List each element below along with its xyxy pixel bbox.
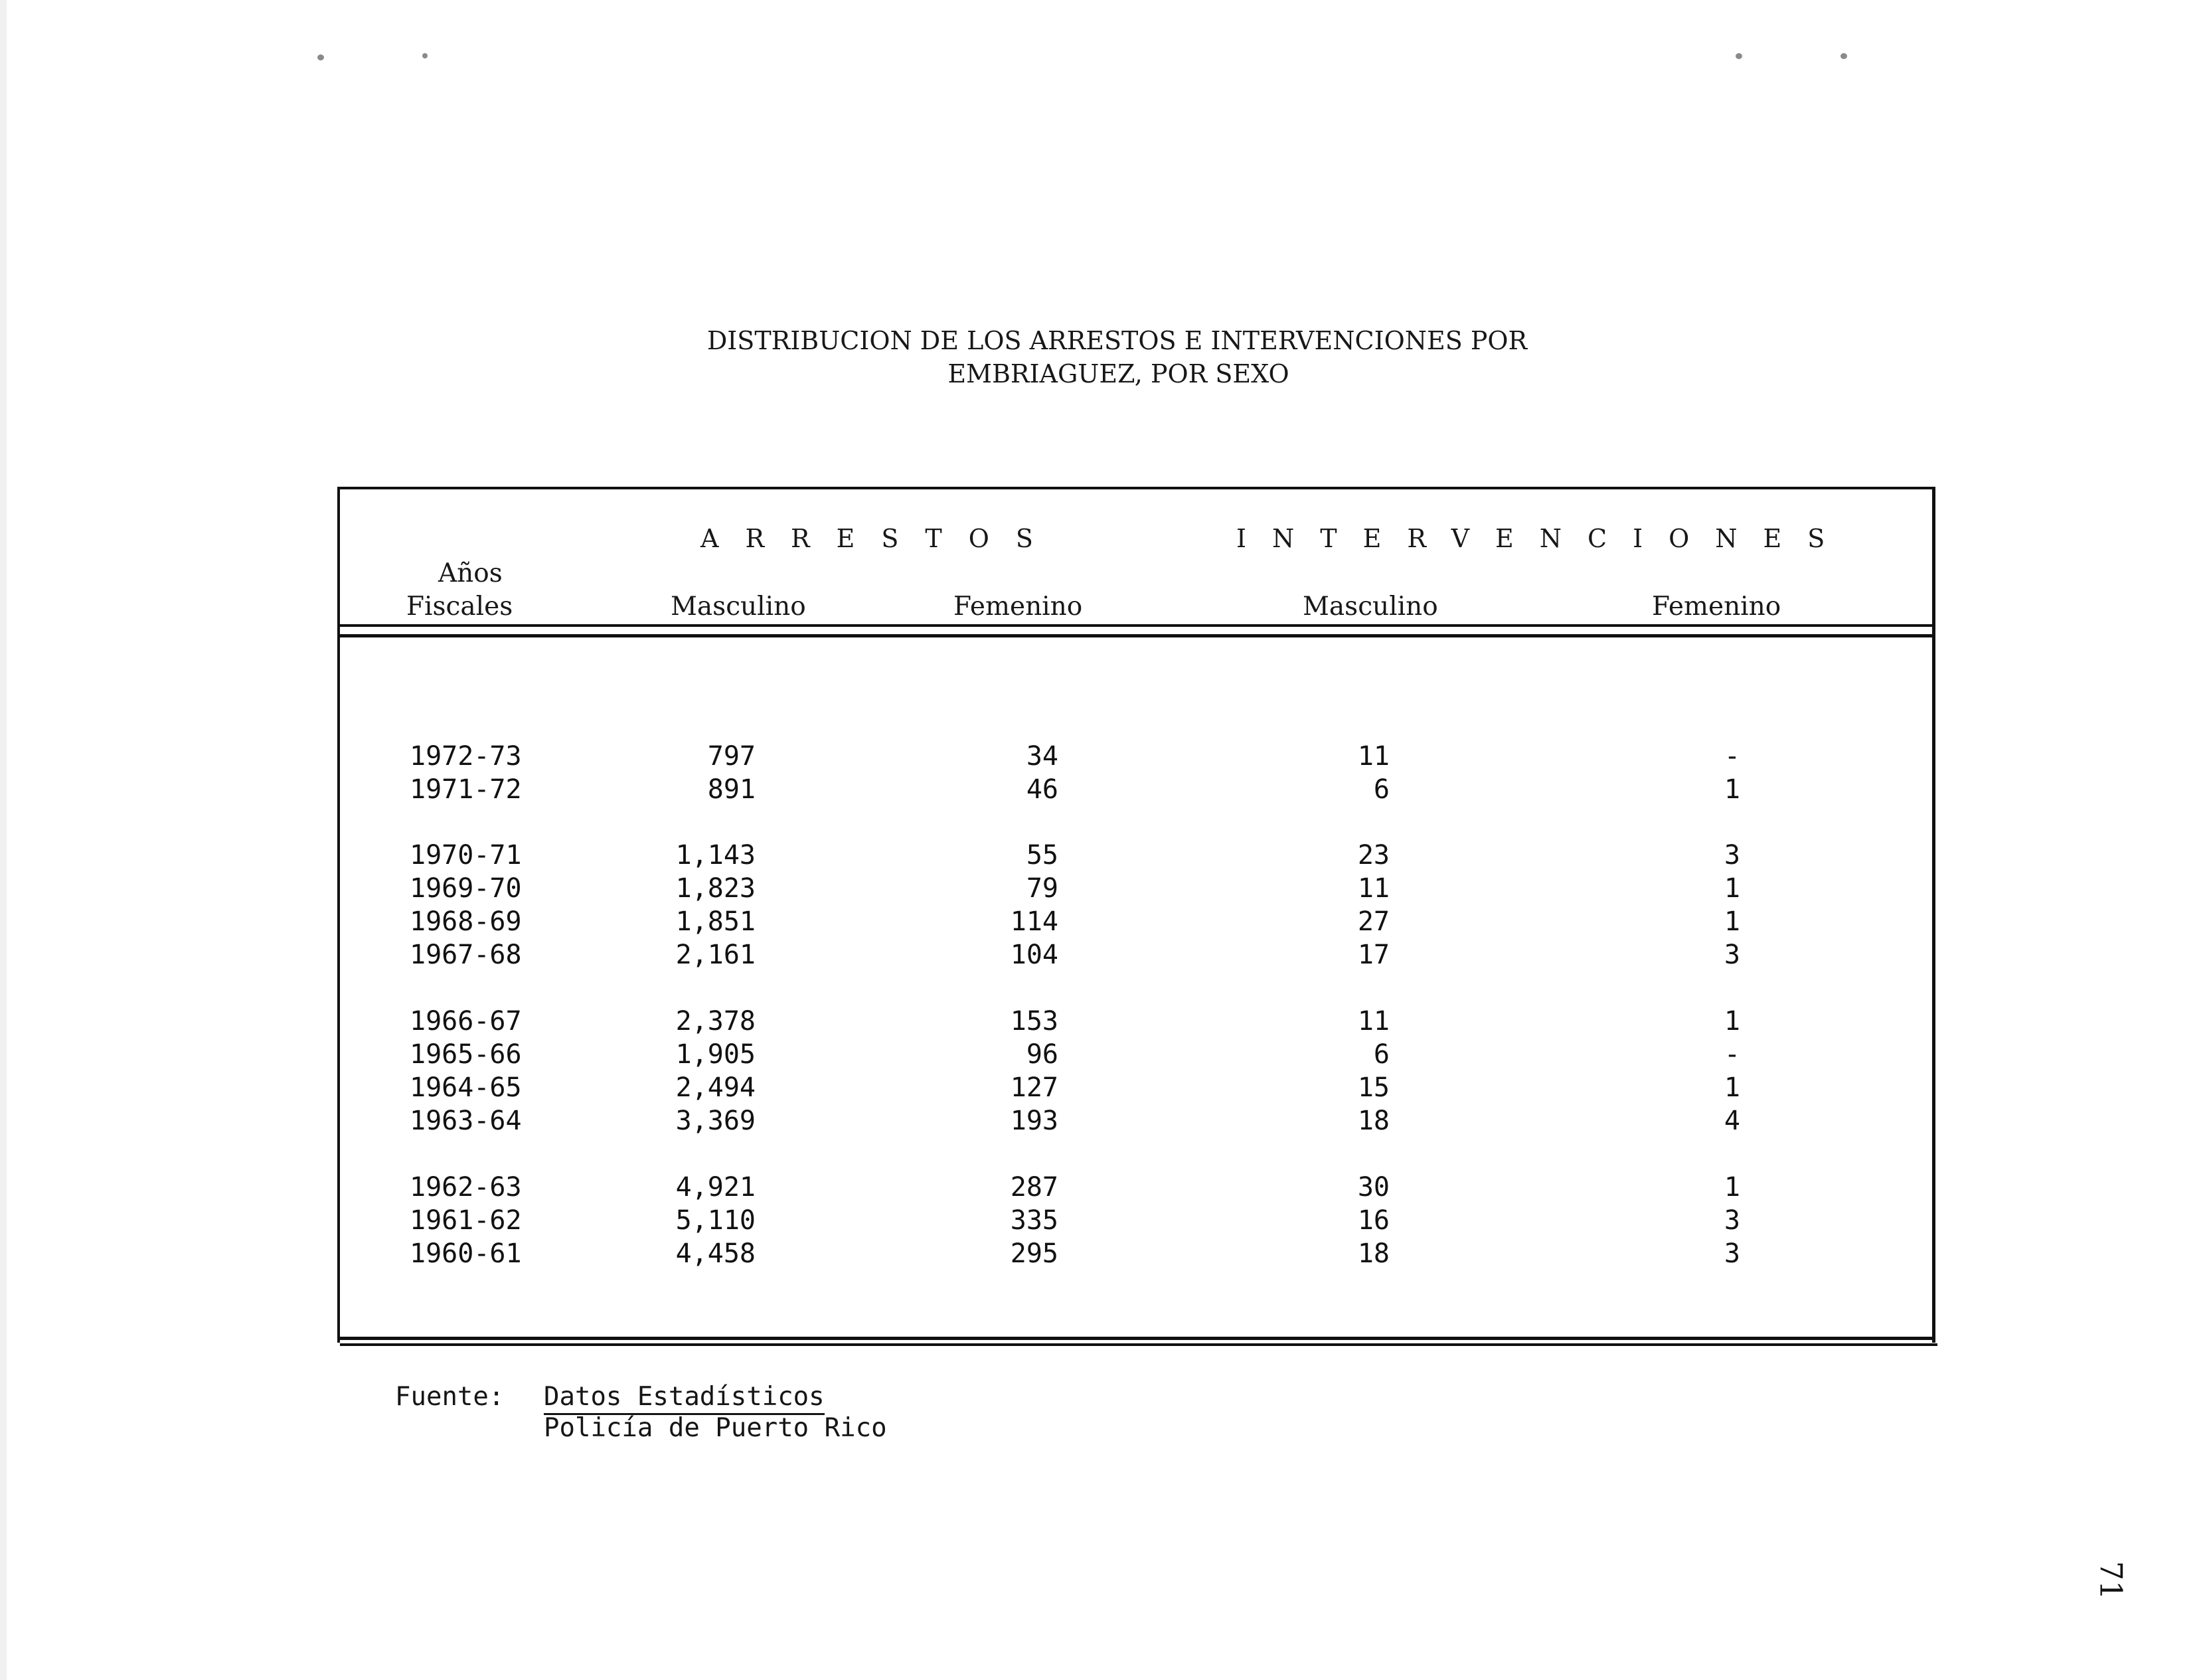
intervenciones-femenino-cell: 4 <box>1724 1106 1740 1136</box>
intervenciones-masculino-cell: 27 <box>1357 906 1390 937</box>
intervenciones-femenino-cell: 3 <box>1724 1205 1740 1236</box>
year-cell: 1962-63 <box>410 1172 522 1203</box>
arrestos-masculino-cell: 1,905 <box>675 1039 756 1070</box>
intervenciones-masculino-cell: 18 <box>1357 1238 1390 1269</box>
arrestos-masculino-cell: 891 <box>707 774 756 805</box>
intervenciones-femenino-cell: 3 <box>1724 840 1740 871</box>
intervenciones-femenino-cell: 1 <box>1724 873 1740 904</box>
year-cell: 1961-62 <box>410 1205 522 1236</box>
scan-speck <box>422 53 428 58</box>
intervenciones-masculino-cell: 6 <box>1373 774 1390 805</box>
intervenciones-masculino-cell: 18 <box>1357 1106 1390 1136</box>
intervenciones-masculino-cell: 11 <box>1357 873 1390 904</box>
year-cell: 1970-71 <box>410 840 522 871</box>
intervenciones-masculino-cell: 17 <box>1357 940 1390 970</box>
intervenciones-femenino-cell: - <box>1724 1039 1740 1070</box>
page-number: 71 <box>2093 1560 2129 1600</box>
years-header: Años <box>438 558 503 588</box>
intervenciones-femenino-cell: 1 <box>1724 1072 1740 1103</box>
arrestos-masculino-cell: 3,369 <box>675 1106 756 1136</box>
intervenciones-femenino-cell: 1 <box>1724 774 1740 805</box>
intervenciones-masculino-cell: 11 <box>1357 1006 1390 1037</box>
intervenciones-femenino-cell: 1 <box>1724 1006 1740 1037</box>
arrestos-masculino-cell: 5,110 <box>675 1205 756 1236</box>
arrestos-masculino-cell: 2,161 <box>675 940 756 970</box>
arrestos-femenino-cell: 79 <box>1026 873 1058 904</box>
source-agency: Policía de Puerto Rico <box>544 1413 887 1443</box>
intervenciones-masculino-cell: 11 <box>1357 741 1390 772</box>
year-cell: 1968-69 <box>410 906 522 937</box>
scan-speck <box>1840 53 1847 59</box>
arrestos-masculino-cell: 2,378 <box>675 1006 756 1037</box>
table-title-line1: DISTRIBUCION DE LOS ARRESTOS E INTERVENCIONES POR <box>706 326 1528 355</box>
arrestos-masculino-header: Masculino <box>671 592 806 622</box>
intervenciones-masculino-cell: 16 <box>1357 1205 1390 1236</box>
intervenciones-femenino-header: Femenino <box>1652 592 1781 622</box>
year-cell: 1971-72 <box>410 774 522 805</box>
year-cell: 1972-73 <box>410 741 522 772</box>
arrestos-femenino-cell: 127 <box>1010 1072 1058 1103</box>
bottom-rule <box>340 1343 1937 1346</box>
arrestos-masculino-cell: 4,921 <box>675 1172 756 1203</box>
arrestos-masculino-cell: 4,458 <box>675 1238 756 1269</box>
header-rule <box>337 624 1935 627</box>
source-name: Datos Estadísticos <box>544 1381 825 1415</box>
table-title-line2: EMBRIAGUEZ, POR SEXO <box>947 359 1289 388</box>
scan-speck <box>1736 53 1742 59</box>
intervenciones-masculino-cell: 15 <box>1357 1072 1390 1103</box>
arrestos-femenino-cell: 335 <box>1010 1205 1058 1236</box>
intervenciones-masculino-cell: 6 <box>1373 1039 1390 1070</box>
arrestos-femenino-cell: 46 <box>1026 774 1058 805</box>
arrestos-masculino-cell: 1,851 <box>675 906 756 937</box>
intervenciones-masculino-cell: 23 <box>1357 840 1390 871</box>
year-cell: 1964-65 <box>410 1072 522 1103</box>
year-cell: 1969-70 <box>410 873 522 904</box>
page-edge <box>0 0 7 1680</box>
intervenciones-femenino-cell: 1 <box>1724 906 1740 937</box>
year-cell: 1967-68 <box>410 940 522 970</box>
intervenciones-femenino-cell: 1 <box>1724 1172 1740 1203</box>
arrestos-femenino-cell: 153 <box>1010 1006 1058 1037</box>
intervenciones-femenino-cell: - <box>1724 741 1740 772</box>
intervenciones-masculino-cell: 30 <box>1357 1172 1390 1203</box>
intervenciones-masculino-header: Masculino <box>1303 592 1438 622</box>
arrestos-femenino-cell: 96 <box>1026 1039 1058 1070</box>
arrestos-masculino-cell: 1,143 <box>675 840 756 871</box>
source-label: Fuente: <box>395 1382 505 1412</box>
arrestos-group-header: ARRESTOS <box>700 524 1060 553</box>
arrestos-masculino-cell: 797 <box>707 741 756 772</box>
arrestos-masculino-cell: 1,823 <box>675 873 756 904</box>
bottom-rule <box>337 1337 1935 1340</box>
arrestos-femenino-cell: 287 <box>1010 1172 1058 1203</box>
intervenciones-group-header: INTERVENCIONES <box>1236 524 1851 553</box>
arrestos-femenino-cell: 295 <box>1010 1238 1058 1269</box>
year-cell: 1965-66 <box>410 1039 522 1070</box>
scan-speck <box>317 54 324 60</box>
intervenciones-femenino-cell: 3 <box>1724 1238 1740 1269</box>
years-header: Fiscales <box>406 592 513 622</box>
year-cell: 1966-67 <box>410 1006 522 1037</box>
year-cell: 1963-64 <box>410 1106 522 1136</box>
arrestos-femenino-header: Femenino <box>953 592 1083 622</box>
intervenciones-femenino-cell: 3 <box>1724 940 1740 970</box>
arrestos-femenino-cell: 193 <box>1010 1106 1058 1136</box>
arrestos-femenino-cell: 104 <box>1010 940 1058 970</box>
year-cell: 1960-61 <box>410 1238 522 1269</box>
arrestos-masculino-cell: 2,494 <box>675 1072 756 1103</box>
arrestos-femenino-cell: 114 <box>1010 906 1058 937</box>
arrestos-femenino-cell: 55 <box>1026 840 1058 871</box>
header-rule <box>337 634 1935 637</box>
arrestos-femenino-cell: 34 <box>1026 741 1058 772</box>
